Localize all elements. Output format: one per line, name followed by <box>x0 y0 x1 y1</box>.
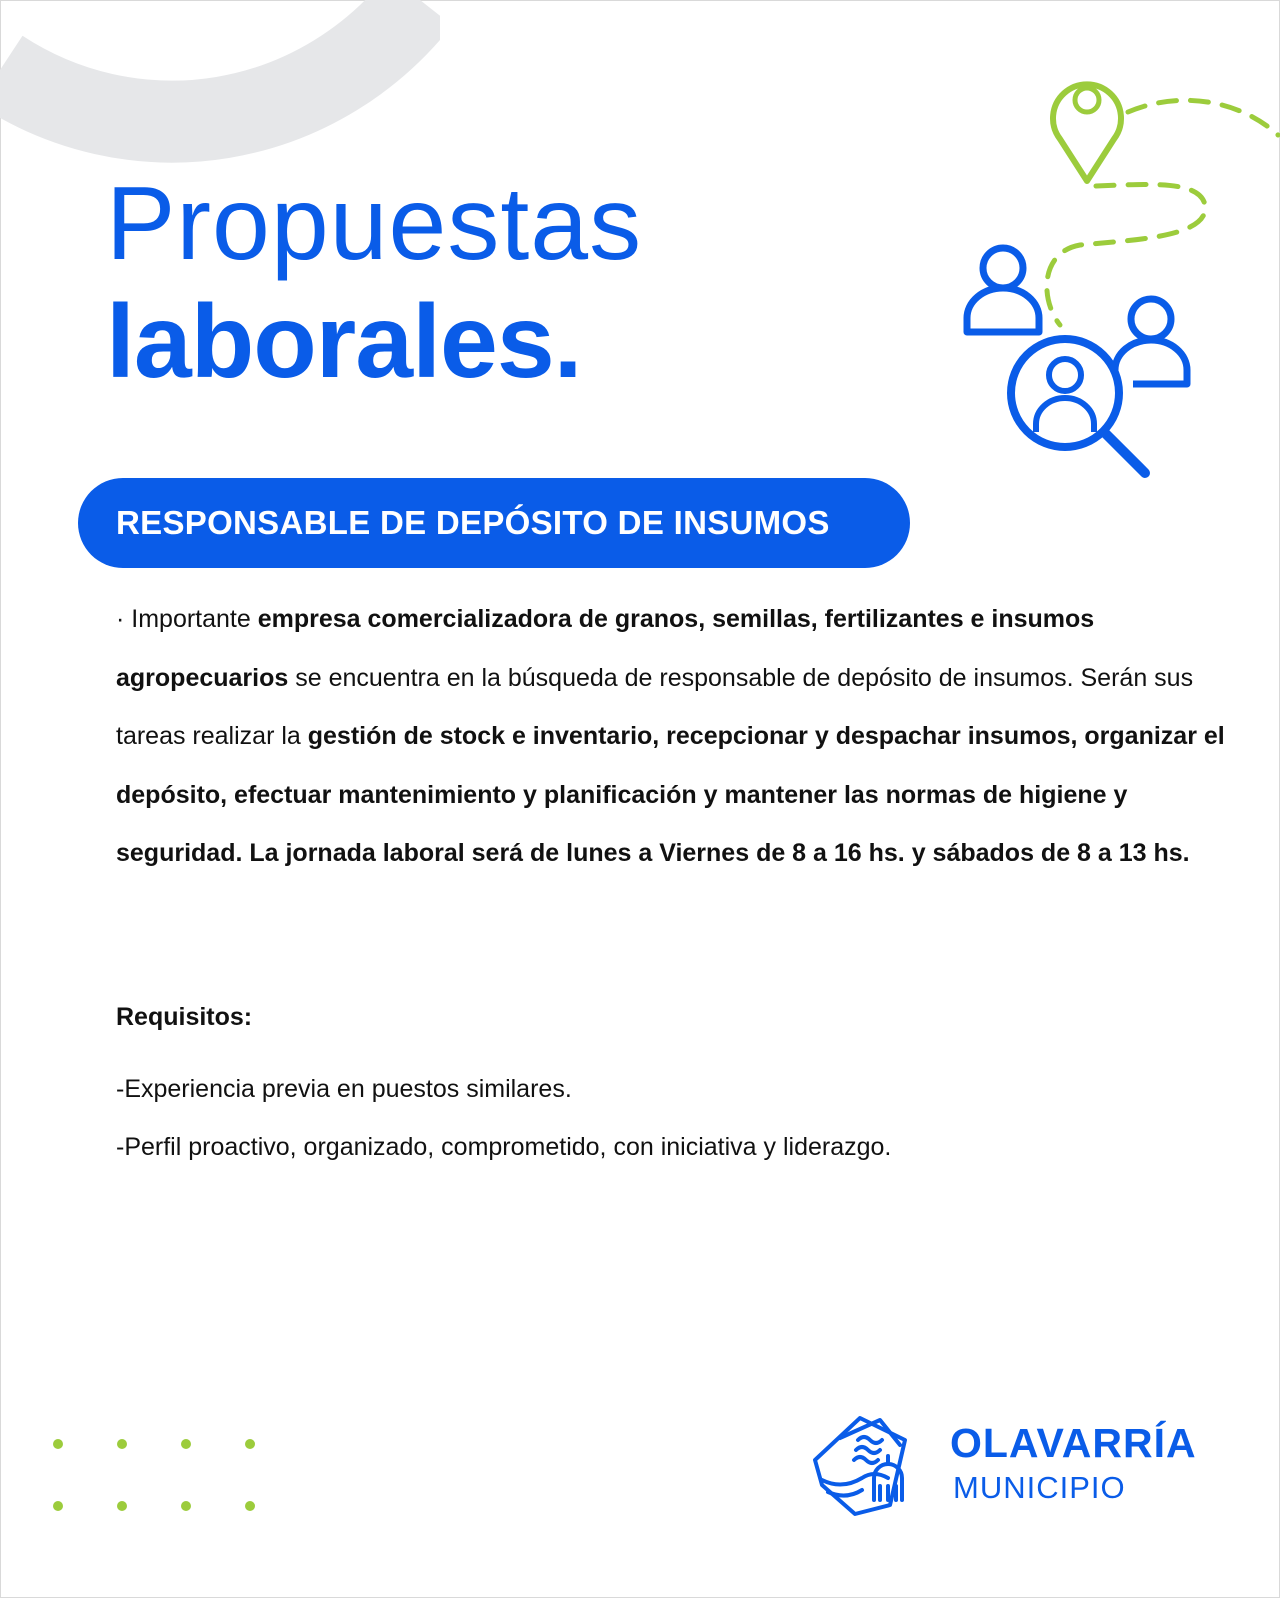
decorative-dots <box>50 1436 270 1516</box>
logo-subtitle: MUNICIPIO <box>953 1470 1126 1505</box>
requirement-item: -Experiencia previa en puestos similares. <box>116 1075 572 1103</box>
desc-tasks: gestión de stock e inventario, recepcionar y despachar insumos, organizar el depósito, efectuar mantenimiento y planificación y mantener las normas de higiene y seguridad. La jornada laboral será de lunes a Viernes de 8 a 16 hs. y sábados de 8 a 13 hs. <box>116 722 1225 867</box>
requirements-title: Requisitos: <box>116 1003 253 1031</box>
desc-intro: · Importante <box>116 605 258 633</box>
page-title <box>106 166 643 400</box>
desc-search: se encuentra en la búsqueda de responsable de depósito de insumos. Serán sus tareas realizar la <box>116 663 1194 750</box>
page-title-line1: Propuestas <box>106 166 643 282</box>
job-title-pill <box>78 478 910 568</box>
job-description <box>116 590 1226 883</box>
job-search-people-icon <box>955 60 1280 490</box>
requirement-item: -Perfil proactivo, organizado, comprometido, con iniciativa y liderazgo. <box>116 1133 892 1161</box>
olavarria-emblem-icon <box>810 1410 935 1520</box>
decorative-arc <box>0 0 440 170</box>
requirements-list <box>116 1060 891 1176</box>
job-title: RESPONSABLE DE DEPÓSITO DE INSUMOS <box>116 504 830 541</box>
desc-company: empresa comercializadora de granos, semillas, fertilizantes e insumos agropecuarios <box>116 605 1095 692</box>
page-title-line2: laborales. <box>106 284 582 400</box>
logo-name: OLAVARRÍA <box>950 1420 1197 1466</box>
